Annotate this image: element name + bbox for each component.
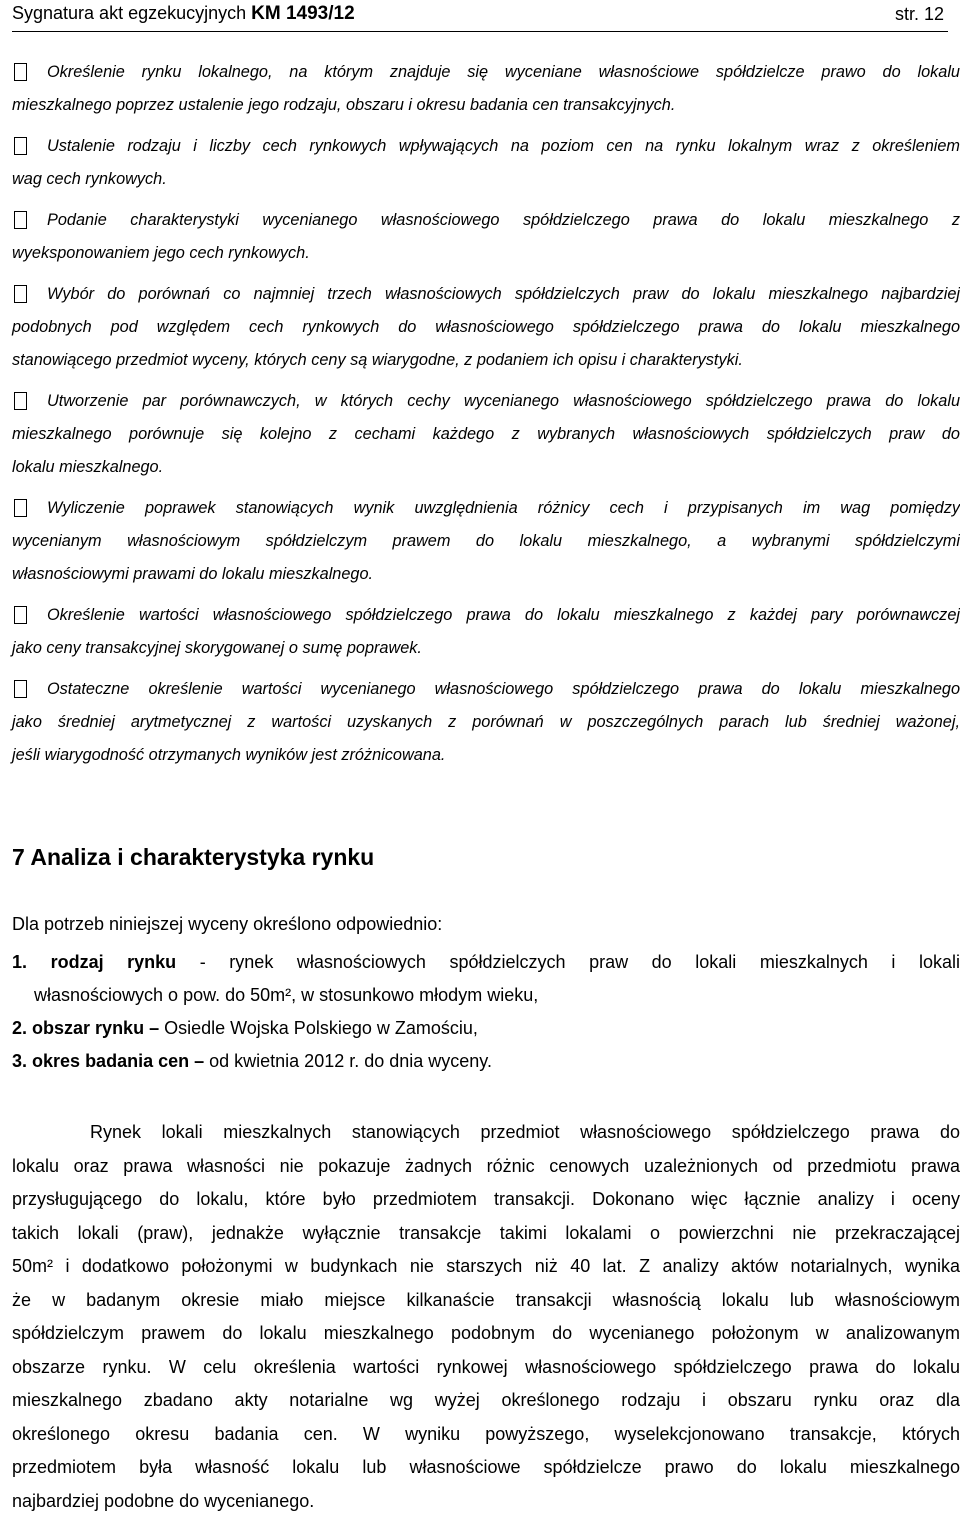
- paragraph-line: 50m² i dodatkowo położonymi w budynkach nie starszych niż 40 lat. Z analizy aktów notarialnych, wynika: [12, 1250, 960, 1284]
- page-number: str. 12: [895, 4, 944, 25]
- list-item: [12, 492, 960, 591]
- market-definition-list: [12, 946, 960, 1078]
- paragraph-line: przysługującego do lokalu, które było przedmiotem transakcji. Dokonano więc łącznie analizy i oceny: [12, 1183, 960, 1217]
- bullet-box-icon: [14, 606, 27, 624]
- list-item-line: Utworzenie par porównawczych, w których cechy wycenianego własnościowego spółdzielczego prawa do lokalu: [47, 385, 960, 418]
- item-number: 1.: [12, 952, 27, 972]
- paragraph-line: najbardziej podobne do wycenianego.: [12, 1485, 960, 1518]
- paragraph-line: mieszkalnego zbadano akty notarialne wg wyżej określonego rodzaju i obszaru rynku oraz dla: [12, 1384, 960, 1418]
- list-item-line: mieszkalnego poprzez ustalenie jego rodzaju, obszaru i okresu badania cen transakcyjnych.: [12, 89, 960, 122]
- list-item: [12, 130, 960, 196]
- section-title: 7 Analiza i charakterystyka rynku: [12, 844, 374, 871]
- list-item-line: wycenianym własnościowym spółdzielczym prawem do lokalu mieszkalnego, a wybranymi spółdzielczymi: [12, 525, 960, 558]
- list-item: [12, 599, 960, 665]
- item-label: [12, 1018, 144, 1038]
- paragraph-line: lokalu oraz prawa własności nie pokazuje żadnych różnic cenowych uzależnionych od przedmiotu prawa: [12, 1150, 960, 1184]
- item-label: [12, 1051, 189, 1071]
- list-item-line: wag cech rynkowych.: [12, 163, 960, 196]
- numbered-item: [12, 946, 960, 979]
- list-item-line: Określenie wartości własnościowego spółdzielczego prawa do lokalu mieszkalnego z każdej pary porównawczej: [47, 599, 960, 632]
- list-item-line: podobnych pod względem cech rynkowych do własnościowego spółdzielczego prawa do lokalu mieszkalnego: [12, 311, 960, 344]
- item-label-text: rodzaj rynku: [51, 952, 177, 972]
- numbered-item: [12, 1012, 960, 1045]
- list-item-line: lokalu mieszkalnego.: [12, 451, 960, 484]
- item-label: [12, 952, 176, 972]
- item-text: rynek własnościowych spółdzielczych praw do lokali mieszkalnych i lokali: [229, 952, 960, 972]
- signature-prefix: Sygnatura akt egzekucyjnych: [12, 3, 251, 23]
- numbered-item: [12, 1045, 960, 1078]
- paragraph-line: takich lokali (praw), jednakże wyłącznie transakcje takimi lokalami o powierzchni nie przekraczającej: [12, 1217, 960, 1251]
- bullet-box-icon: [14, 137, 27, 155]
- bullet-box-icon: [14, 499, 27, 517]
- item-number: 3.: [12, 1051, 27, 1071]
- list-item-line: własnościowymi prawami do lokalu mieszkalnego.: [12, 558, 960, 591]
- signature-number: KM 1493/12: [251, 3, 355, 24]
- list-item-line: Ostateczne określenie wartości wycenianego własnościowego spółdzielczego prawa do lokalu mieszkalnego: [47, 673, 960, 706]
- bullet-box-icon: [14, 211, 27, 229]
- item-label-text: obszar rynku: [32, 1018, 144, 1038]
- list-item: [12, 385, 960, 484]
- paragraph-line: obszarze rynku. W celu określenia wartości rynkowej własnościowego spółdzielczego prawa do lokalu: [12, 1351, 960, 1385]
- list-item-line: jako średniej arytmetycznej z wartości uzyskanych z porównań w poszczególnych parach lub średniej ważonej,: [12, 706, 960, 739]
- list-item-line: jako ceny transakcyjnej skorygowanej o sumę poprawek.: [12, 632, 960, 665]
- item-continuation: własnościowych o pow. do 50m², w stosunkowo młodym wieku,: [12, 979, 960, 1012]
- list-item-line: stanowiącego przedmiot wyceny, których ceny są wiarygodne, z podaniem ich opisu i charakterystyki.: [12, 344, 960, 377]
- paragraph-line: określonego okresu badania cen. W wyniku powyższego, wyselekcjonowano transakcje, których: [12, 1418, 960, 1452]
- item-text: od kwietnia 2012 r. do dnia wyceny.: [209, 1051, 492, 1071]
- section-intro: Dla potrzeb niniejszej wyceny określono odpowiednio:: [12, 914, 442, 935]
- item-number: 2.: [12, 1018, 27, 1038]
- bullet-box-icon: [14, 680, 27, 698]
- item-separator: -: [176, 952, 229, 972]
- list-item-line: jeśli wiarygodność otrzymanych wyników jest zróżnicowana.: [12, 739, 960, 772]
- list-item-line: Wyliczenie poprawek stanowiących wynik uwzględnienia różnicy cech i przypisanych im wag pomiędzy: [47, 492, 960, 525]
- list-item-line: Wybór do porównań co najmniej trzech własnościowych spółdzielczych praw do lokalu mieszkalnego najbardziej: [47, 278, 960, 311]
- paragraph-line: że w badanym okresie miało miejsce kilkanaście transakcji własnością lokalu lub własnościowym: [12, 1284, 960, 1318]
- paragraph-line: spółdzielczym prawem do lokalu mieszkalnego podobnym do wycenianego położonym w analizowanym: [12, 1317, 960, 1351]
- item-separator: –: [144, 1018, 164, 1038]
- bullet-box-icon: [14, 285, 27, 303]
- list-item: [12, 278, 960, 377]
- market-analysis-paragraph: [12, 1116, 960, 1518]
- list-item: [12, 673, 960, 772]
- paragraph-line: przedmiotem była własność lokalu lub własnościowe spółdzielcze prawo do lokalu mieszkalnego: [12, 1451, 960, 1485]
- case-signature: [12, 3, 355, 25]
- item-separator: –: [189, 1051, 209, 1071]
- methodology-steps-list: [12, 56, 960, 780]
- list-item: [12, 56, 960, 122]
- list-item-line: Podanie charakterystyki wycenianego własnościowego spółdzielczego prawa do lokalu mieszkalnego z: [47, 204, 960, 237]
- list-item: [12, 204, 960, 270]
- item-text: Osiedle Wojska Polskiego w Zamościu,: [164, 1018, 478, 1038]
- page-header: [12, 1, 948, 32]
- list-item-line: mieszkalnego porównuje się kolejno z cechami każdego z wybranych własnościowych spółdzielczych praw do: [12, 418, 960, 451]
- item-label-text: okres badania cen: [32, 1051, 189, 1071]
- paragraph-line: Rynek lokali mieszkalnych stanowiących przedmiot własnościowego spółdzielczego prawa do: [12, 1116, 960, 1150]
- bullet-box-icon: [14, 392, 27, 410]
- list-item-line: Ustalenie rodzaju i liczby cech rynkowych wpływających na poziom cen na rynku lokalnym wraz z określeniem: [47, 130, 960, 163]
- list-item-line: wyeksponowaniem jego cech rynkowych.: [12, 237, 960, 270]
- bullet-box-icon: [14, 63, 27, 81]
- list-item-line: Określenie rynku lokalnego, na którym znajduje się wyceniane własnościowe spółdzielcze prawo do lokalu: [47, 56, 960, 89]
